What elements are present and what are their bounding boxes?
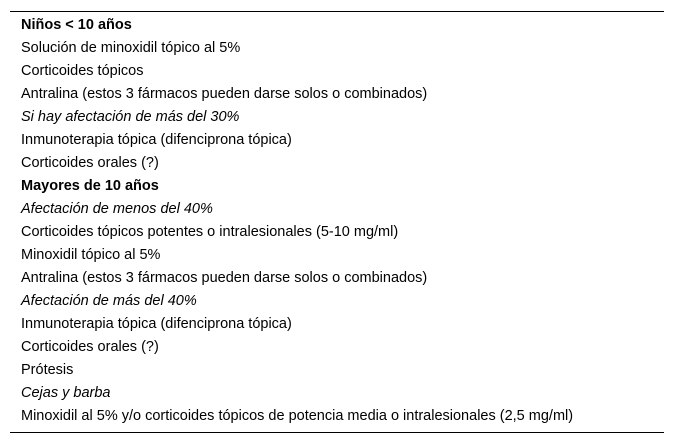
table-row: Corticoides orales (?) (21, 155, 159, 171)
treatment-table (10, 11, 664, 433)
section-header-children: Niños < 10 años (21, 17, 132, 33)
table-row: Corticoides tópicos (21, 63, 144, 79)
table-row: Antralina (estos 3 fármacos pueden darse solos o combinados) (21, 270, 428, 286)
table-row: Corticoides tópicos potentes o intralesionales (5-10 mg/ml) (21, 224, 399, 240)
table-row: Inmunoterapia tópica (difenciprona tópica) (21, 132, 292, 148)
subsection-header: Si hay afectación de más del 30% (21, 109, 240, 125)
section-header-adults: Mayores de 10 años (21, 178, 159, 194)
subsection-header: Afectación de menos del 40% (21, 201, 213, 217)
table-row: Inmunoterapia tópica (difenciprona tópica) (21, 316, 292, 332)
subsection-header: Cejas y barba (21, 385, 111, 401)
table-row: Corticoides orales (?) (21, 339, 159, 355)
subsection-header: Afectación de más del 40% (21, 293, 197, 309)
table-row: Solución de minoxidil tópico al 5% (21, 40, 241, 56)
table-row: Minoxidil al 5% y/o corticoides tópicos de potencia media o intralesionales (2,5 mg/ml) (21, 408, 574, 424)
table-row: Minoxidil tópico al 5% (21, 247, 161, 263)
table-row: Antralina (estos 3 fármacos pueden darse solos o combinados) (21, 86, 428, 102)
table-row: Prótesis (21, 362, 74, 378)
